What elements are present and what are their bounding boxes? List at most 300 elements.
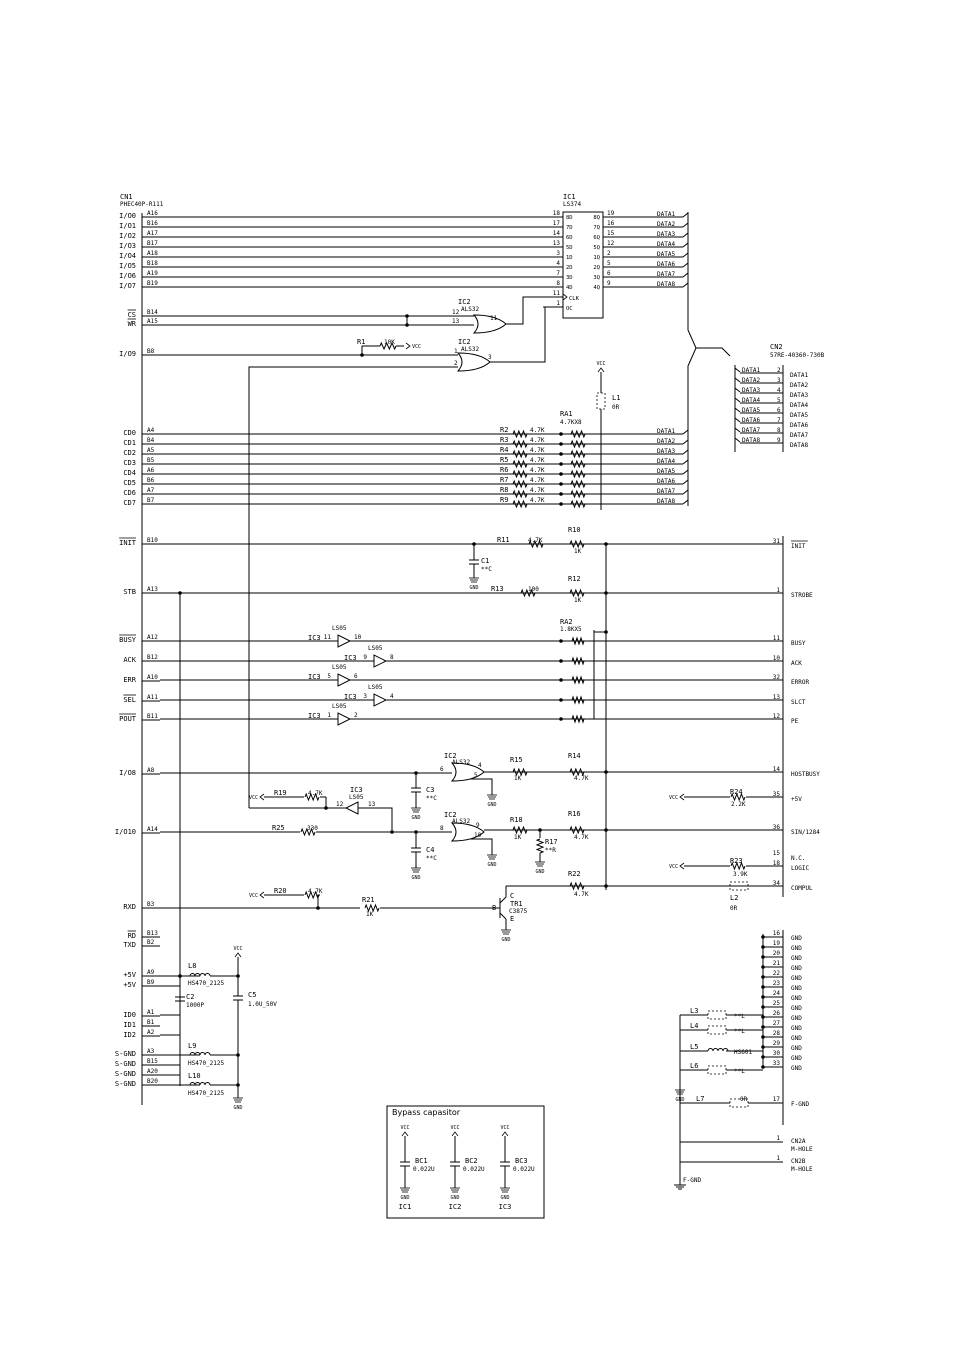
cn1-signal-label: I/O7 (119, 282, 136, 290)
bypass-cap-value: 0.022U (513, 1166, 535, 1173)
junction-dot (761, 955, 765, 959)
cn1-pin-number: B12 (147, 654, 158, 661)
ls05-buffer (338, 635, 350, 647)
junction-dot (178, 974, 182, 978)
cn2-signal-label: BUSY (791, 640, 806, 647)
ic2d-part: ALS32 (452, 818, 471, 825)
junction-dot (472, 542, 476, 546)
ic3-part: LS05 (332, 664, 347, 671)
pin-num: 3 (488, 354, 492, 361)
cn2-net-label: DATA1 (742, 367, 761, 374)
cd-resistor (513, 461, 527, 467)
cn1-pin-number: B5 (147, 457, 155, 464)
l1-ref: L1 (612, 394, 621, 402)
cn2-signal-label: DATA5 (790, 412, 809, 419)
cd-resistor (513, 451, 527, 457)
cn2-gnd-label: GND (791, 1055, 802, 1062)
cn1-pin-number: A11 (147, 694, 158, 701)
cn2-pin-number: 31 (772, 538, 780, 545)
cn2-pin-number: 10 (772, 655, 780, 662)
cn2-pin-number: 13 (772, 694, 780, 701)
cn2-pin-number: 15 (772, 850, 780, 857)
ra2-element (572, 716, 584, 722)
r24-ref: R24 (730, 788, 743, 796)
cn2-signal-label: ACK (791, 660, 802, 667)
data-net-label: DATA3 (657, 231, 676, 238)
data-bus-branch (696, 348, 730, 356)
cn1-signal-label: I/O6 (119, 272, 136, 280)
ra1-value: 4.7KX8 (560, 419, 582, 426)
cd-res-ref: R7 (500, 476, 509, 484)
junction-dot (761, 945, 765, 949)
vcc-arrow (406, 343, 410, 349)
cd-res-ref: R3 (500, 436, 509, 444)
data-net-label: DATA2 (657, 221, 676, 228)
r13-ref: R13 (491, 585, 504, 593)
junction-dot (604, 884, 608, 888)
ic2a-ref: IC2 (458, 298, 471, 306)
r17-resistor (537, 839, 543, 853)
junction-dot (761, 1035, 765, 1039)
cn2-gnd-label: GND (791, 1015, 802, 1022)
r16-resistor (570, 827, 584, 833)
bypass-cap-ref: BC3 (515, 1157, 528, 1165)
cn2-net-label: DATA3 (742, 387, 761, 394)
cn2-gnd-label: GND (791, 1005, 802, 1012)
bypass-cap-ref: BC2 (465, 1157, 478, 1165)
pin-num: 4 (390, 693, 394, 700)
cn2-pin-number: 2 (777, 367, 781, 374)
gnd-label: GND (501, 937, 511, 943)
cn2-pin-number: 22 (772, 970, 780, 977)
ic1-pin-name: 3Q (593, 275, 600, 281)
l4-ref: L4 (690, 1022, 699, 1030)
c5-value: 1.0U_50V (248, 1001, 277, 1008)
cn2b-pin: 1 (776, 1155, 780, 1162)
c1-ref: C1 (481, 557, 490, 565)
ic1-pin-name: 2D (566, 265, 573, 271)
cn1-pin-number: B20 (147, 1078, 158, 1085)
ic3-ref: IC3 (344, 693, 357, 701)
junction-dot (360, 353, 364, 357)
ra1-element (571, 481, 585, 487)
ic2c-ref: IC2 (444, 752, 457, 760)
cn1-signal-label: I/O1 (119, 222, 136, 230)
cn1-signal-label: ID0 (123, 1011, 136, 1019)
cn2-ref: CN2 (770, 343, 783, 351)
junction-dot (761, 1015, 765, 1019)
pin-num: 4 (478, 762, 482, 769)
cn1-pin-number: B2 (147, 939, 155, 946)
gnd-label: GND (411, 875, 421, 881)
ic2d-ref: IC2 (444, 811, 457, 819)
bus-entry (735, 438, 740, 442)
r1-ref: R1 (357, 338, 366, 346)
pin-num: 6 (354, 673, 358, 680)
ic1-pin-number: 12 (607, 240, 615, 247)
cn1-pin-number: B7 (147, 497, 155, 504)
data-net-label: DATA7 (657, 271, 676, 278)
c3-ref: C3 (426, 786, 435, 794)
tr1-pin: B (492, 904, 497, 912)
cn1-pin-number: A4 (147, 427, 155, 434)
c2-value: 1000P (186, 1002, 205, 1009)
cn2a-label: M-HOLE (791, 1146, 813, 1153)
vcc-label: VCC (500, 1125, 510, 1131)
cn2-gnd-label: GND (791, 1035, 802, 1042)
r13-value: 100 (528, 586, 539, 593)
r18-value: 1K (514, 834, 522, 841)
cd-resistor (513, 481, 527, 487)
pin-num: 9 (363, 654, 367, 661)
junction-dot (559, 442, 563, 446)
cn1-pin-number: B10 (147, 537, 158, 544)
r18-ref: R18 (510, 816, 523, 824)
cd-res-value: 4.7K (530, 447, 545, 454)
cn2-signal-label: +5V (791, 796, 802, 803)
ic3-r19-part: LS05 (349, 794, 364, 801)
ra1-element (571, 431, 585, 437)
ic3-part: LS05 (332, 625, 347, 632)
ic2a-out-wire (506, 297, 563, 324)
cn2-pin-number: 27 (772, 1020, 780, 1027)
gnd-label: GND (487, 802, 497, 808)
cn2-net-label: DATA7 (742, 427, 761, 434)
ic1-pin-number: 8 (556, 280, 560, 287)
cn1-signal-label: ID1 (123, 1021, 136, 1029)
cn2-pin-number: 29 (772, 1040, 780, 1047)
gnd-label: GND (411, 815, 421, 821)
ra1-element (571, 451, 585, 457)
ra2-value: 1.8KX5 (560, 626, 582, 633)
bypass-cap-value: 0.022U (463, 1166, 485, 1173)
ic2b-or-gate (458, 353, 490, 371)
data-net-label: DATA2 (657, 438, 676, 445)
l2-value: 0R (730, 905, 738, 912)
cn2-gnd-label: GND (791, 935, 802, 942)
r19-value: 4.7K (308, 790, 323, 797)
cd-res-ref: R5 (500, 456, 509, 464)
cd-res-ref: R4 (500, 446, 509, 454)
junction-dot (414, 771, 418, 775)
c1-value: **C (481, 566, 492, 573)
gnd-label: GND (450, 1195, 460, 1201)
cn2-signal-label: N.C. (791, 855, 806, 862)
ra2-element (572, 638, 584, 644)
ic2c-part: ALS32 (452, 759, 471, 766)
cn2-signal-label: DATA6 (790, 422, 809, 429)
junction-dot (559, 659, 563, 663)
cd-res-ref: R9 (500, 496, 509, 504)
r18-resistor (513, 827, 527, 833)
r12-value: 1K (574, 597, 582, 604)
vcc-arrow (598, 368, 604, 372)
l5-ref: L5 (690, 1043, 699, 1051)
ic3-part: LS05 (368, 645, 383, 652)
cn2-pin-number: 9 (777, 437, 781, 444)
cn1-pin-number: A9 (147, 969, 155, 976)
cn1-signal-label: I/O2 (119, 232, 136, 240)
c4-ref: C4 (426, 846, 435, 854)
cn1-signal-label: CD6 (123, 489, 136, 497)
ic1-pin-name: 4Q (593, 285, 600, 291)
junction-dot (761, 1005, 765, 1009)
junction-dot (559, 462, 563, 466)
ic1-pin-name: 1Q (593, 255, 600, 261)
cn2a-ref: CN2A (791, 1138, 806, 1145)
clk-triangle (563, 294, 567, 300)
cn1-pin-number: A16 (147, 210, 158, 217)
cn1-signal-label: CD2 (123, 449, 136, 457)
l9-ref: L9 (188, 1042, 197, 1050)
cn1-pin-number: A14 (147, 826, 158, 833)
junction-dot (559, 639, 563, 643)
l5-inductor (708, 1049, 728, 1052)
cn2-pin-number: 18 (772, 860, 780, 867)
l4-jumper (708, 1026, 726, 1034)
cn1-signal-label: ID2 (123, 1031, 136, 1039)
cn1-signal-label: CD1 (123, 439, 136, 447)
l10-value: HS470_2125 (188, 1090, 225, 1097)
cn1-signal-label: CD5 (123, 479, 136, 487)
cn2-signal-label: STROBE (791, 592, 813, 599)
junction-dot (761, 935, 765, 939)
ic1-pin-number: 2 (607, 250, 611, 257)
cd-res-ref: R8 (500, 486, 509, 494)
cn2-pin-number: 11 (772, 635, 780, 642)
cn1-pin-number: A12 (147, 634, 158, 641)
vcc-arrow (260, 794, 264, 800)
cn2-signal-label: DATA4 (790, 402, 809, 409)
cn1-signal-label: SEL (123, 696, 136, 704)
ic1-pin-name: 7D (566, 225, 573, 231)
ra2-element (572, 658, 584, 664)
pin-num: 10 (354, 634, 362, 641)
cn2-gnd-label: GND (791, 995, 802, 1002)
l5-value: HS601 (734, 1049, 753, 1056)
cn1-signal-label: ACK (123, 656, 136, 664)
cn2-pin-number: 23 (772, 980, 780, 987)
cn1-pin-number: A1 (147, 1009, 155, 1016)
cn2-gnd-label: GND (791, 965, 802, 972)
cn1-signal-label: +5V (123, 971, 136, 979)
vcc-arrow (452, 1132, 458, 1136)
cn2-pin-number: 7 (777, 417, 781, 424)
ic1-pin-name: 1D (566, 255, 573, 261)
ra1-element (571, 501, 585, 507)
junction-dot (559, 678, 563, 682)
data-net-label: DATA5 (657, 468, 676, 475)
cn1-signal-label: I/O3 (119, 242, 136, 250)
vcc-label: VCC (400, 1125, 410, 1131)
data-net-label: DATA8 (657, 281, 676, 288)
cn1-pin-number: A6 (147, 467, 155, 474)
cn1-pin-number: A13 (147, 586, 158, 593)
ic3-r19-ref: IC3 (350, 786, 363, 794)
cn1-pin-number: B19 (147, 280, 158, 287)
ra1-element (571, 461, 585, 467)
pin-num: 13 (452, 318, 460, 325)
pin-num: 8 (440, 825, 444, 832)
ic1-pin-number: 3 (556, 250, 560, 257)
cn2-net-label: DATA8 (742, 437, 761, 444)
r14-value: 4.7K (574, 775, 589, 782)
ic1-pin-number: 1 (556, 300, 560, 307)
cn2-signal-label: DATA1 (790, 372, 809, 379)
cn2-gnd-label: GND (791, 985, 802, 992)
bus-entry (683, 283, 688, 287)
junction-dot (559, 717, 563, 721)
bus-entry (735, 418, 740, 422)
cn2-signal-label: DATA8 (790, 442, 809, 449)
cn1-pin-number: B1 (147, 1019, 155, 1026)
r17-ref: R17 (545, 838, 558, 846)
ic1-pin-name: 5D (566, 245, 573, 251)
cn2-signal-label: INIT (791, 543, 806, 550)
cn1-signal-label: BUSY (119, 636, 136, 644)
ic1-pin-name: 6Q (593, 235, 600, 241)
junction-dot (761, 1045, 765, 1049)
cn1-pin-number: B15 (147, 1058, 158, 1065)
bypass-ic-label: IC2 (448, 1203, 462, 1211)
cn1-pin-number: B18 (147, 260, 158, 267)
ic1-pin-number: 17 (552, 220, 560, 227)
bus-entry (683, 440, 688, 444)
cn2-gnd-label: GND (791, 1025, 802, 1032)
l4-value: **L (734, 1028, 745, 1035)
cd-res-value: 4.7K (530, 497, 545, 504)
r10-resistor (570, 541, 584, 547)
gnd-label: GND (675, 1097, 685, 1103)
data-bus (688, 212, 696, 506)
junction-dot (604, 542, 608, 546)
r16-ref: R16 (568, 810, 581, 818)
data-net-label: DATA1 (657, 211, 676, 218)
bus-entry (735, 398, 740, 402)
tr1-collector (500, 897, 506, 903)
cn2-part: 57RE-40360-730B (770, 352, 825, 359)
ic3-r19-buffer (346, 802, 358, 814)
vcc-arrow (502, 1132, 508, 1136)
r11-ref: R11 (497, 536, 510, 544)
cn1-signal-label: INIT (119, 539, 136, 547)
cn1-pin-number: B6 (147, 477, 155, 484)
junction-dot (761, 1065, 765, 1069)
cn2-pin-number: 25 (772, 1000, 780, 1007)
ra1-element (571, 471, 585, 477)
cn1-pin-number: B3 (147, 901, 155, 908)
cn2-signal-label: SIN/1284 (791, 829, 820, 836)
junction-dot (761, 995, 765, 999)
cn1-pin-number: B17 (147, 240, 158, 247)
cn2-pin-number: 8 (777, 427, 781, 434)
cn2-pin-number: 5 (777, 397, 781, 404)
cn2-signal-label: PE (791, 718, 799, 725)
cn2-pin-number: 19 (772, 940, 780, 947)
vcc-label: VCC (668, 864, 678, 870)
data-net-label: DATA7 (657, 488, 676, 495)
ic2d-in2-wire (470, 839, 492, 855)
l1-jumper (597, 393, 605, 409)
cn1-signal-label: TXD (123, 941, 136, 949)
l2-ref: L2 (730, 894, 739, 902)
cn2-pin-number: 3 (777, 377, 781, 384)
cn1-signal-label: CS (127, 311, 136, 319)
bus-entry (683, 243, 688, 247)
cn2-pin-number: 4 (777, 387, 781, 394)
cn2-pin-number: 21 (772, 960, 780, 967)
pin-num: 11 (323, 634, 331, 641)
ic1-pin-name: 4D (566, 285, 573, 291)
cn2-signal-label: DATA2 (790, 382, 809, 389)
cn2-signal-label: HOSTBUSY (791, 771, 820, 778)
gnd-label: GND (233, 1105, 243, 1111)
cn2-net-label: DATA6 (742, 417, 761, 424)
r10-ref: R10 (568, 526, 581, 534)
l8-value: HS470_2125 (188, 980, 225, 987)
cn1-pin-number: B11 (147, 713, 158, 720)
cn1-pin-number: A15 (147, 318, 158, 325)
junction-dot (761, 985, 765, 989)
r20-ref: R20 (274, 887, 287, 895)
cd-resistor (513, 441, 527, 447)
gnd-label: GND (487, 862, 497, 868)
ic2b-part: ALS32 (461, 346, 480, 353)
pin-num: 6 (440, 766, 444, 773)
junction-dot (559, 492, 563, 496)
gnd-label: GND (535, 869, 545, 875)
l7-value: 0R (740, 1096, 748, 1103)
cd-res-value: 4.7K (530, 437, 545, 444)
pin-num: 1 (327, 712, 331, 719)
bus-entry (683, 430, 688, 434)
cn1-signal-label: WR (127, 320, 136, 328)
pin-num: 5 (474, 772, 478, 779)
cn2-pin-number: 32 (772, 674, 780, 681)
cn1-pin-number: A2 (147, 1029, 155, 1036)
bus-entry (735, 388, 740, 392)
pin-num: 12 (452, 309, 460, 316)
pin-num: 2 (454, 360, 458, 367)
ic2c-in2-wire (470, 779, 492, 795)
r16-value: 4.7K (574, 834, 589, 841)
cn1-signal-label: S-GND (114, 1080, 136, 1088)
pin-num: 9 (476, 822, 480, 829)
junction-dot (236, 1053, 240, 1057)
bus-entry (735, 428, 740, 432)
junction-dot (178, 591, 182, 595)
cn1-pin-number: A5 (147, 447, 155, 454)
cd-resistor (513, 501, 527, 507)
tr1-ref: TR1 (510, 900, 523, 908)
cd-res-value: 4.7K (530, 487, 545, 494)
vcc-label: VCC (668, 795, 678, 801)
ic1-pin-number: 19 (607, 210, 615, 217)
cn2-net-label: DATA4 (742, 397, 761, 404)
bypass-title: Bypass capasitor (392, 1108, 461, 1117)
bus-entry (683, 223, 688, 227)
vcc-arrow (235, 953, 241, 957)
data-net-label: DATA3 (657, 448, 676, 455)
pin-num: 11 (490, 315, 498, 322)
cn2b-ref: CN2B (791, 1158, 806, 1165)
tr1-part: C3875 (509, 908, 528, 915)
r21-ref: R21 (362, 896, 375, 904)
cn2a-pin: 1 (776, 1135, 780, 1142)
r24-value: 2.2K (731, 801, 746, 808)
bus-entry (735, 378, 740, 382)
junction-dot (559, 502, 563, 506)
